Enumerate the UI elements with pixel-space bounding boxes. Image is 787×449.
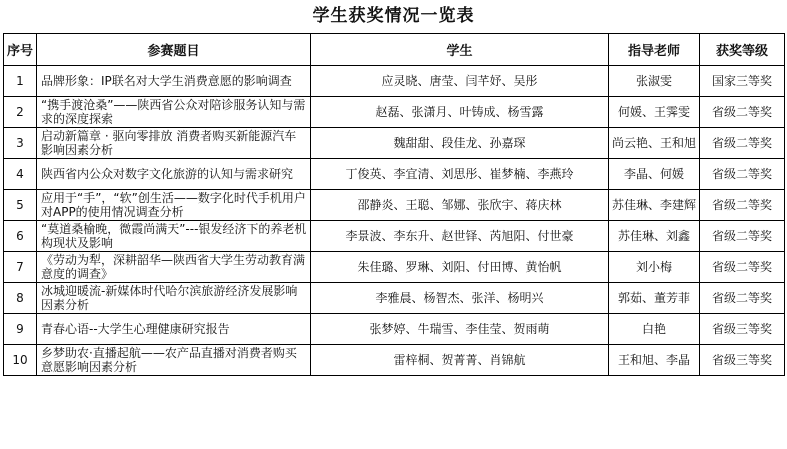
row-students: 张梦婷、牛瑞雪、李佳莹、贺雨萌 [311, 314, 609, 345]
row-advisor: 郭茹、董芳菲 [609, 283, 700, 314]
row-advisor: 李晶、何媛 [609, 159, 700, 190]
row-award-level: 省级三等奖 [700, 345, 785, 376]
row-number: 7 [4, 252, 37, 283]
row-students: 丁俊英、李宜清、刘思彤、崔梦楠、李燕玲 [311, 159, 609, 190]
row-topic: “莫道桑榆晚，微霞尚满天”---银发经济下的养老机构现状及影响 [37, 221, 311, 252]
table-row [4, 159, 785, 190]
row-topic: 冰城迎暖流-新媒体时代哈尔滨旅游经济发展影响因素分析 [37, 283, 311, 314]
header-row [4, 34, 785, 66]
row-topic: 青春心语--大学生心理健康研究报告 [37, 314, 311, 345]
row-number: 10 [4, 345, 37, 376]
row-students: 应灵晓、唐莹、闫芊妤、吴彤 [311, 66, 609, 97]
table-row [4, 221, 785, 252]
row-advisor: 白艳 [609, 314, 700, 345]
row-number: 2 [4, 97, 37, 128]
row-advisor: 刘小梅 [609, 252, 700, 283]
row-students: 雷梓桐、贺菁菁、肖锦航 [311, 345, 609, 376]
row-students: 李雅晨、杨智杰、张洋、杨明兴 [311, 283, 609, 314]
row-award-level: 国家三等奖 [700, 66, 785, 97]
row-advisor: 张淑雯 [609, 66, 700, 97]
row-award-level: 省级二等奖 [700, 252, 785, 283]
column-header-students: 学生 [311, 34, 609, 66]
row-topic: “携手渡沧桑”——陕西省公众对陪诊服务认知与需求的深度探索 [37, 97, 311, 128]
row-students: 赵磊、张潇月、叶铸成、杨雪露 [311, 97, 609, 128]
awards-table [3, 33, 785, 376]
row-topic: 《劳动为犁，深耕韶华—陕西省大学生劳动教育满意度的调查》 [37, 252, 311, 283]
row-topic: 陕西省内公众对数字文化旅游的认知与需求研究 [37, 159, 311, 190]
row-number: 9 [4, 314, 37, 345]
row-number: 3 [4, 128, 37, 159]
row-topic: 应用于“手”，“软”创生活——数字化时代手机用户对APP的使用情况调查分析 [37, 190, 311, 221]
row-advisor: 苏佳琳、李建辉 [609, 190, 700, 221]
row-award-level: 省级二等奖 [700, 221, 785, 252]
row-students: 朱佳璐、罗琳、刘阳、付田博、黄怡帆 [311, 252, 609, 283]
row-advisor: 王和旭、李晶 [609, 345, 700, 376]
row-students: 魏甜甜、段佳龙、孙嘉琛 [311, 128, 609, 159]
row-number: 5 [4, 190, 37, 221]
row-number: 8 [4, 283, 37, 314]
row-award-level: 省级二等奖 [700, 283, 785, 314]
row-award-level: 省级二等奖 [700, 128, 785, 159]
row-topic: 品牌形象：IP联名对大学生消费意愿的影响调查 [37, 66, 311, 97]
table-row [4, 190, 785, 221]
column-header-topic: 参赛题目 [37, 34, 311, 66]
row-students: 李景波、李东升、赵世铎、芮旭阳、付世豪 [311, 221, 609, 252]
table-row [4, 66, 785, 97]
table-row [4, 345, 785, 376]
row-advisor: 何媛、王霁雯 [609, 97, 700, 128]
row-number: 1 [4, 66, 37, 97]
row-number: 6 [4, 221, 37, 252]
row-advisor: 苏佳琳、刘鑫 [609, 221, 700, 252]
table-row [4, 252, 785, 283]
row-topic: 启动新篇章 · 驱向零排放 消费者购买新能源汽车影响因素分析 [37, 128, 311, 159]
column-header-level: 获奖等级 [700, 34, 785, 66]
row-award-level: 省级二等奖 [700, 190, 785, 221]
column-header-num: 序号 [4, 34, 37, 66]
row-number: 4 [4, 159, 37, 190]
row-students: 邵静炎、王聪、邹娜、张欣宇、蒋庆林 [311, 190, 609, 221]
column-header-advisor: 指导老师 [609, 34, 700, 66]
row-advisor: 尚云艳、王和旭 [609, 128, 700, 159]
row-award-level: 省级二等奖 [700, 159, 785, 190]
table-row [4, 128, 785, 159]
page-title: 学生获奖情况一览表 [312, 6, 475, 26]
row-award-level: 省级二等奖 [700, 97, 785, 128]
table-row [4, 283, 785, 314]
table-row [4, 314, 785, 345]
table-row [4, 97, 785, 128]
row-topic: 乡梦助农·直播起航——农产品直播对消费者购买意愿影响因素分析 [37, 345, 311, 376]
row-award-level: 省级三等奖 [700, 314, 785, 345]
